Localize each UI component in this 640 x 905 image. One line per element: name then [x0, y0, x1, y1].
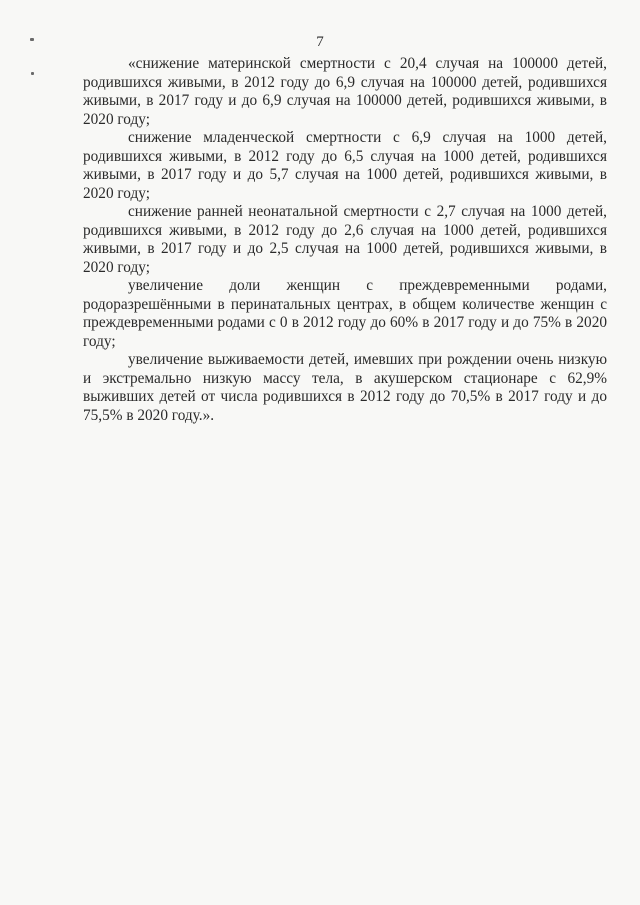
- scan-artifact-mark: [31, 72, 34, 75]
- scan-artifact-mark: [30, 38, 34, 41]
- paragraph-premature-births: увеличение доли женщин с преждевременными родами, родоразрешёнными в перинатальных центрах, в общем количестве женщин с преждевременными родами с 0 в 2012 году до 60% в 2017 году и до 75% в 2020 году;: [83, 277, 607, 350]
- document-body: [83, 55, 607, 425]
- paragraph-survival-rate: увеличение выживаемости детей, имевших при рождении очень низкую и экстремально низкую массу тела, в акушерском стационаре с 62,9% выживших детей от числа родившихся в 2012 году до 70,5% в 2017 году и до 75,5% в 2020 году.».: [83, 351, 607, 424]
- page-number: 7: [316, 34, 324, 50]
- paragraph-neonatal-mortality: снижение ранней неонатальной смертности с 2,7 случая на 1000 детей, родившихся живыми, в 2012 году до 2,6 случая на 1000 детей, родившихся живыми, в 2017 году и до 2,5 случая на 1000 детей, родившихся живыми, в 2020 году;: [83, 203, 607, 276]
- paragraph-maternal-mortality: «снижение материнской смертности с 20,4 случая на 100000 детей, родившихся живыми, в 2012 году до 6,9 случая на 100000 детей, родившихся живыми, в 2017 году и до 6,9 случая на 100000 детей, родившихся живыми, в 2020 году;: [83, 55, 607, 128]
- paragraph-infant-mortality: снижение младенческой смертности с 6,9 случая на 1000 детей, родившихся живыми, в 2012 году до 6,5 случая на 1000 детей, родившихся живыми, в 2017 году и до 5,7 случая на 1000 детей, родившихся живыми, в 2020 году;: [83, 129, 607, 202]
